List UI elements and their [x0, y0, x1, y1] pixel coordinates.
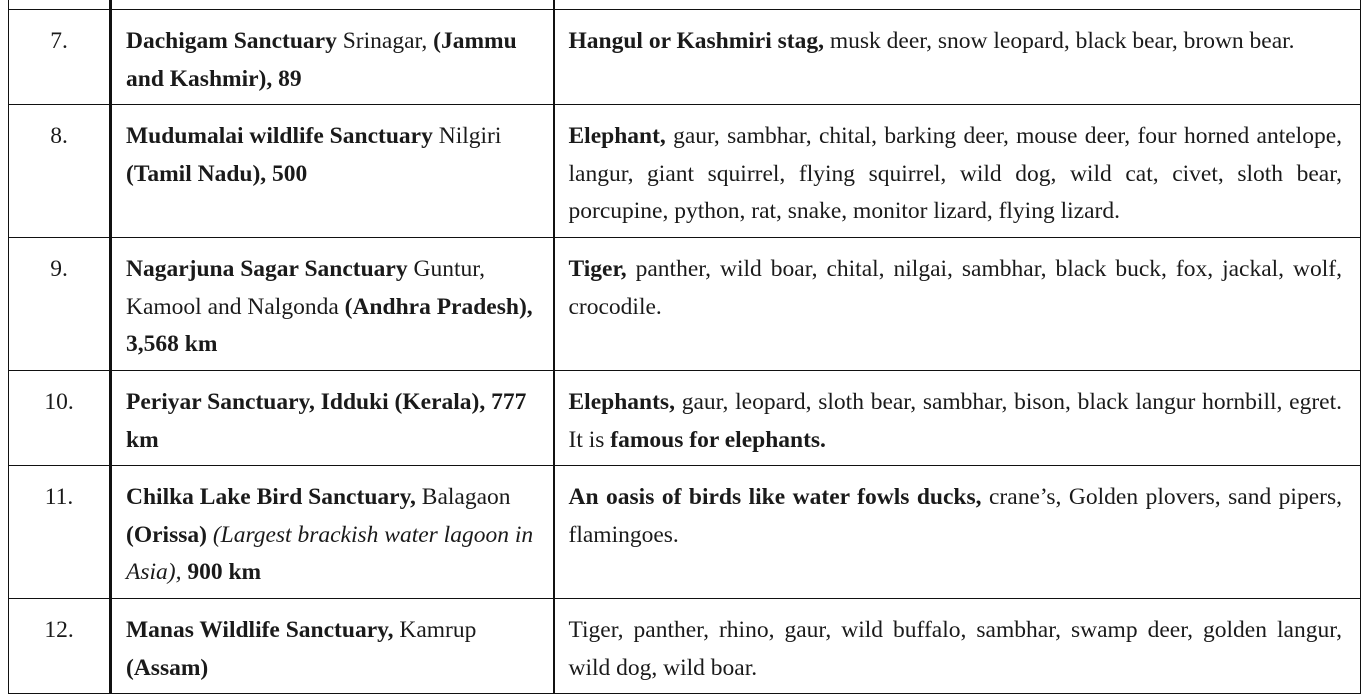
name-bold: Dachigam Sanctuary: [126, 28, 337, 54]
name-italic: (Largest brackish water lagoon in Asia),: [126, 521, 534, 585]
name-plain: Balagaon: [415, 484, 511, 510]
sanctuary-name: [111, 105, 554, 238]
name-plain: Guntur, Kamool and Nalgonda: [126, 256, 485, 320]
fauna-bold: An oasis of birds like water fowls ducks,: [568, 484, 982, 510]
table-row-partial: [9, 0, 1361, 10]
name-bold: Mudumalai wildlife Sanctuary: [126, 123, 433, 149]
serial-number: 7.: [9, 10, 111, 105]
serial-number: 11.: [9, 466, 111, 599]
table-row: [9, 10, 1361, 105]
serial-number: 9.: [9, 238, 111, 371]
fauna-list: [554, 238, 1361, 371]
fauna-plain: panther, wild boar, chital, nilgai, sambhar, black buck, fox, jackal, wolf, crocodile.: [568, 256, 1342, 320]
name-bold: Nagarjuna Sagar Sanctuary: [126, 256, 408, 282]
sanctuary-name: [111, 238, 554, 371]
fauna-plain: crane’s, Golden plovers, sand pipers, flamingoes.: [568, 484, 1342, 548]
name-bold: Manas Wildlife Sanctuary,: [126, 617, 394, 643]
cell-partial: [554, 0, 1361, 10]
fauna-list: [554, 599, 1361, 694]
fauna-bold: Hangul or Kashmiri stag,: [568, 28, 824, 54]
serial-number: 12.: [9, 599, 111, 694]
name-bold: Periyar Sanctuary, Idduki (Kerala), 777 km: [126, 389, 527, 453]
name-bold-2: (Jammu and Kashmir), 89: [126, 28, 517, 92]
table-row: [9, 466, 1361, 599]
table-row: [9, 105, 1361, 238]
fauna-list: [554, 371, 1361, 466]
fauna-list: [554, 10, 1361, 105]
fauna-plain: Tiger, panther, rhino, gaur, wild buffalo, sambhar, swamp deer, golden langur, wild dog, wild boar.: [568, 617, 1342, 681]
name-bold-2: (Orissa): [126, 521, 207, 548]
serial-number: 8.: [9, 105, 111, 238]
fauna-bold-2: famous for elephants.: [610, 426, 826, 453]
name-bold: Chilka Lake Bird Sanctuary,: [126, 484, 416, 510]
name-plain: Srinagar,: [336, 28, 434, 54]
sanctuary-name: [111, 371, 554, 466]
fauna-plain: gaur, leopard, sloth bear, sambhar, bison, black langur hornbill, egret. It is: [568, 389, 1342, 453]
sanctuary-name: [111, 599, 554, 694]
fauna-list: [554, 466, 1361, 599]
fauna-bold: Elephant,: [568, 123, 666, 149]
cell-partial: [111, 0, 554, 10]
fauna-bold: Elephants,: [568, 389, 675, 415]
table-row: [9, 238, 1361, 371]
name-plain: Nilgiri: [432, 123, 502, 149]
sanctuary-name: [111, 466, 554, 599]
cell-partial: [9, 0, 111, 10]
fauna-plain: musk deer, snow leopard, black bear, brown bear.: [823, 28, 1295, 54]
fauna-list: [554, 105, 1361, 238]
name-bold-2: (Andhra Pradesh), 3,568 km: [126, 293, 533, 357]
sanctuary-name: [111, 10, 554, 105]
fauna-plain: gaur, sambhar, chital, barking deer, mouse deer, four horned antelope, langur, giant squirrel, flying squirrel, wild dog, wild cat, civet, sloth bear, porcupine, python, rat, snake, monitor lizard, flying lizard.: [568, 123, 1342, 224]
sanctuary-table: [8, 0, 1361, 694]
serial-number: 10.: [9, 371, 111, 466]
table-row: [9, 599, 1361, 694]
name-plain: Kamrup: [393, 617, 477, 643]
fauna-bold: Tiger,: [568, 256, 627, 282]
table-row: [9, 371, 1361, 466]
name-bold-2: (Assam): [126, 654, 209, 681]
name-bold-2: (Tamil Nadu), 500: [126, 160, 308, 187]
name-bold-3: 900 km: [181, 559, 262, 585]
